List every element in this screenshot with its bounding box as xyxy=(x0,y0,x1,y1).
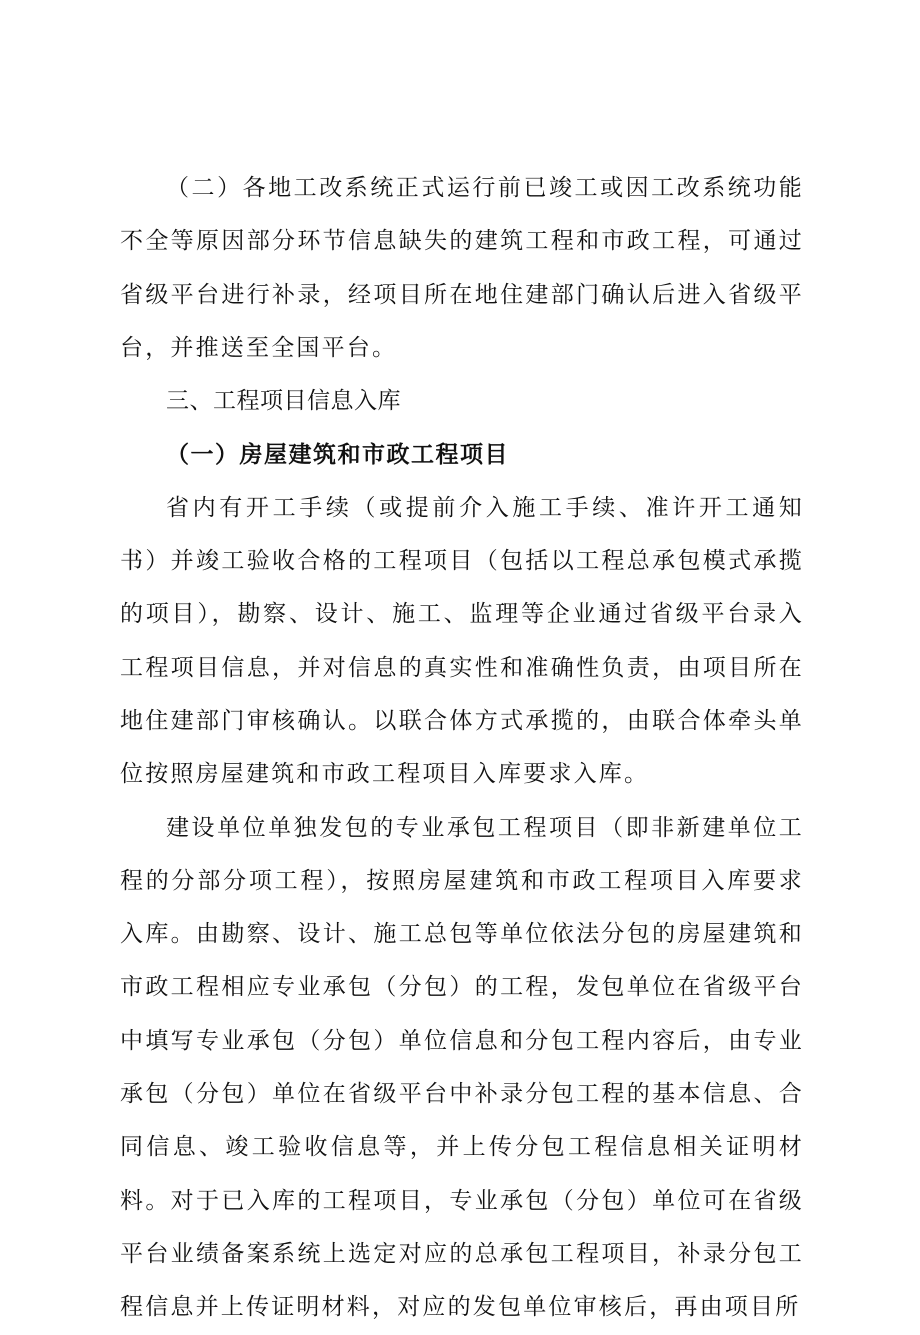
section-title-project-info-storage: 三、工程项目信息入库 xyxy=(166,388,401,415)
paragraph-supplementary-entry: （二）各地工改系统正式运行前已竣工或因工改系统功能不全等原因部分环节信息缺失的建筑工程和市政工程，可通过省级平台进行补录，经项目所在地住建部门确认后进入省级平台，并推送至全国平台。 xyxy=(120,175,804,361)
paragraph-project-entry-requirements: 省内有开工手续（或提前介入施工手续、准许开工通知书）并竣工验收合格的工程项目（包括以工程总承包模式承揽的项目），勘察、设计、施工、监理等企业通过省级平台录入工程项目信息，并对信息的真实性和准确性负责，由项目所在地住建部门审核确认。以联合体方式承揽的，由联合体牵头单位按照房屋建筑和市政工程项目入库要求入库。 xyxy=(120,494,804,788)
paragraph-subcontract-entry: 建设单位单独发包的专业承包工程项目（即非新建单位工程的分部分项工程），按照房屋建筑和市政工程项目入库要求入库。由勘察、设计、施工总包等单位依法分包的房屋建筑和市政工程相应专业承包（分包）的工程，发包单位在省级平台中填写专业承包（分包）单位信息和分包工程内容后，由专业承包（分包）单位在省级平台中补录分包工程的基本信息、合同信息、竣工验收信息等，并上传分包工程信息相关证明材料。对于已入库的工程项目，专业承包（分包）单位可在省级平台业绩备案系统上选定对应的总承包工程项目，补录分包工程信息并上传证明材料，对应的发包单位审核后，再由项目所 xyxy=(120,814,804,1321)
subsection-title-building-municipal: （一）房屋建筑和市政工程项目 xyxy=(166,441,509,469)
document-page xyxy=(120,162,804,1335)
